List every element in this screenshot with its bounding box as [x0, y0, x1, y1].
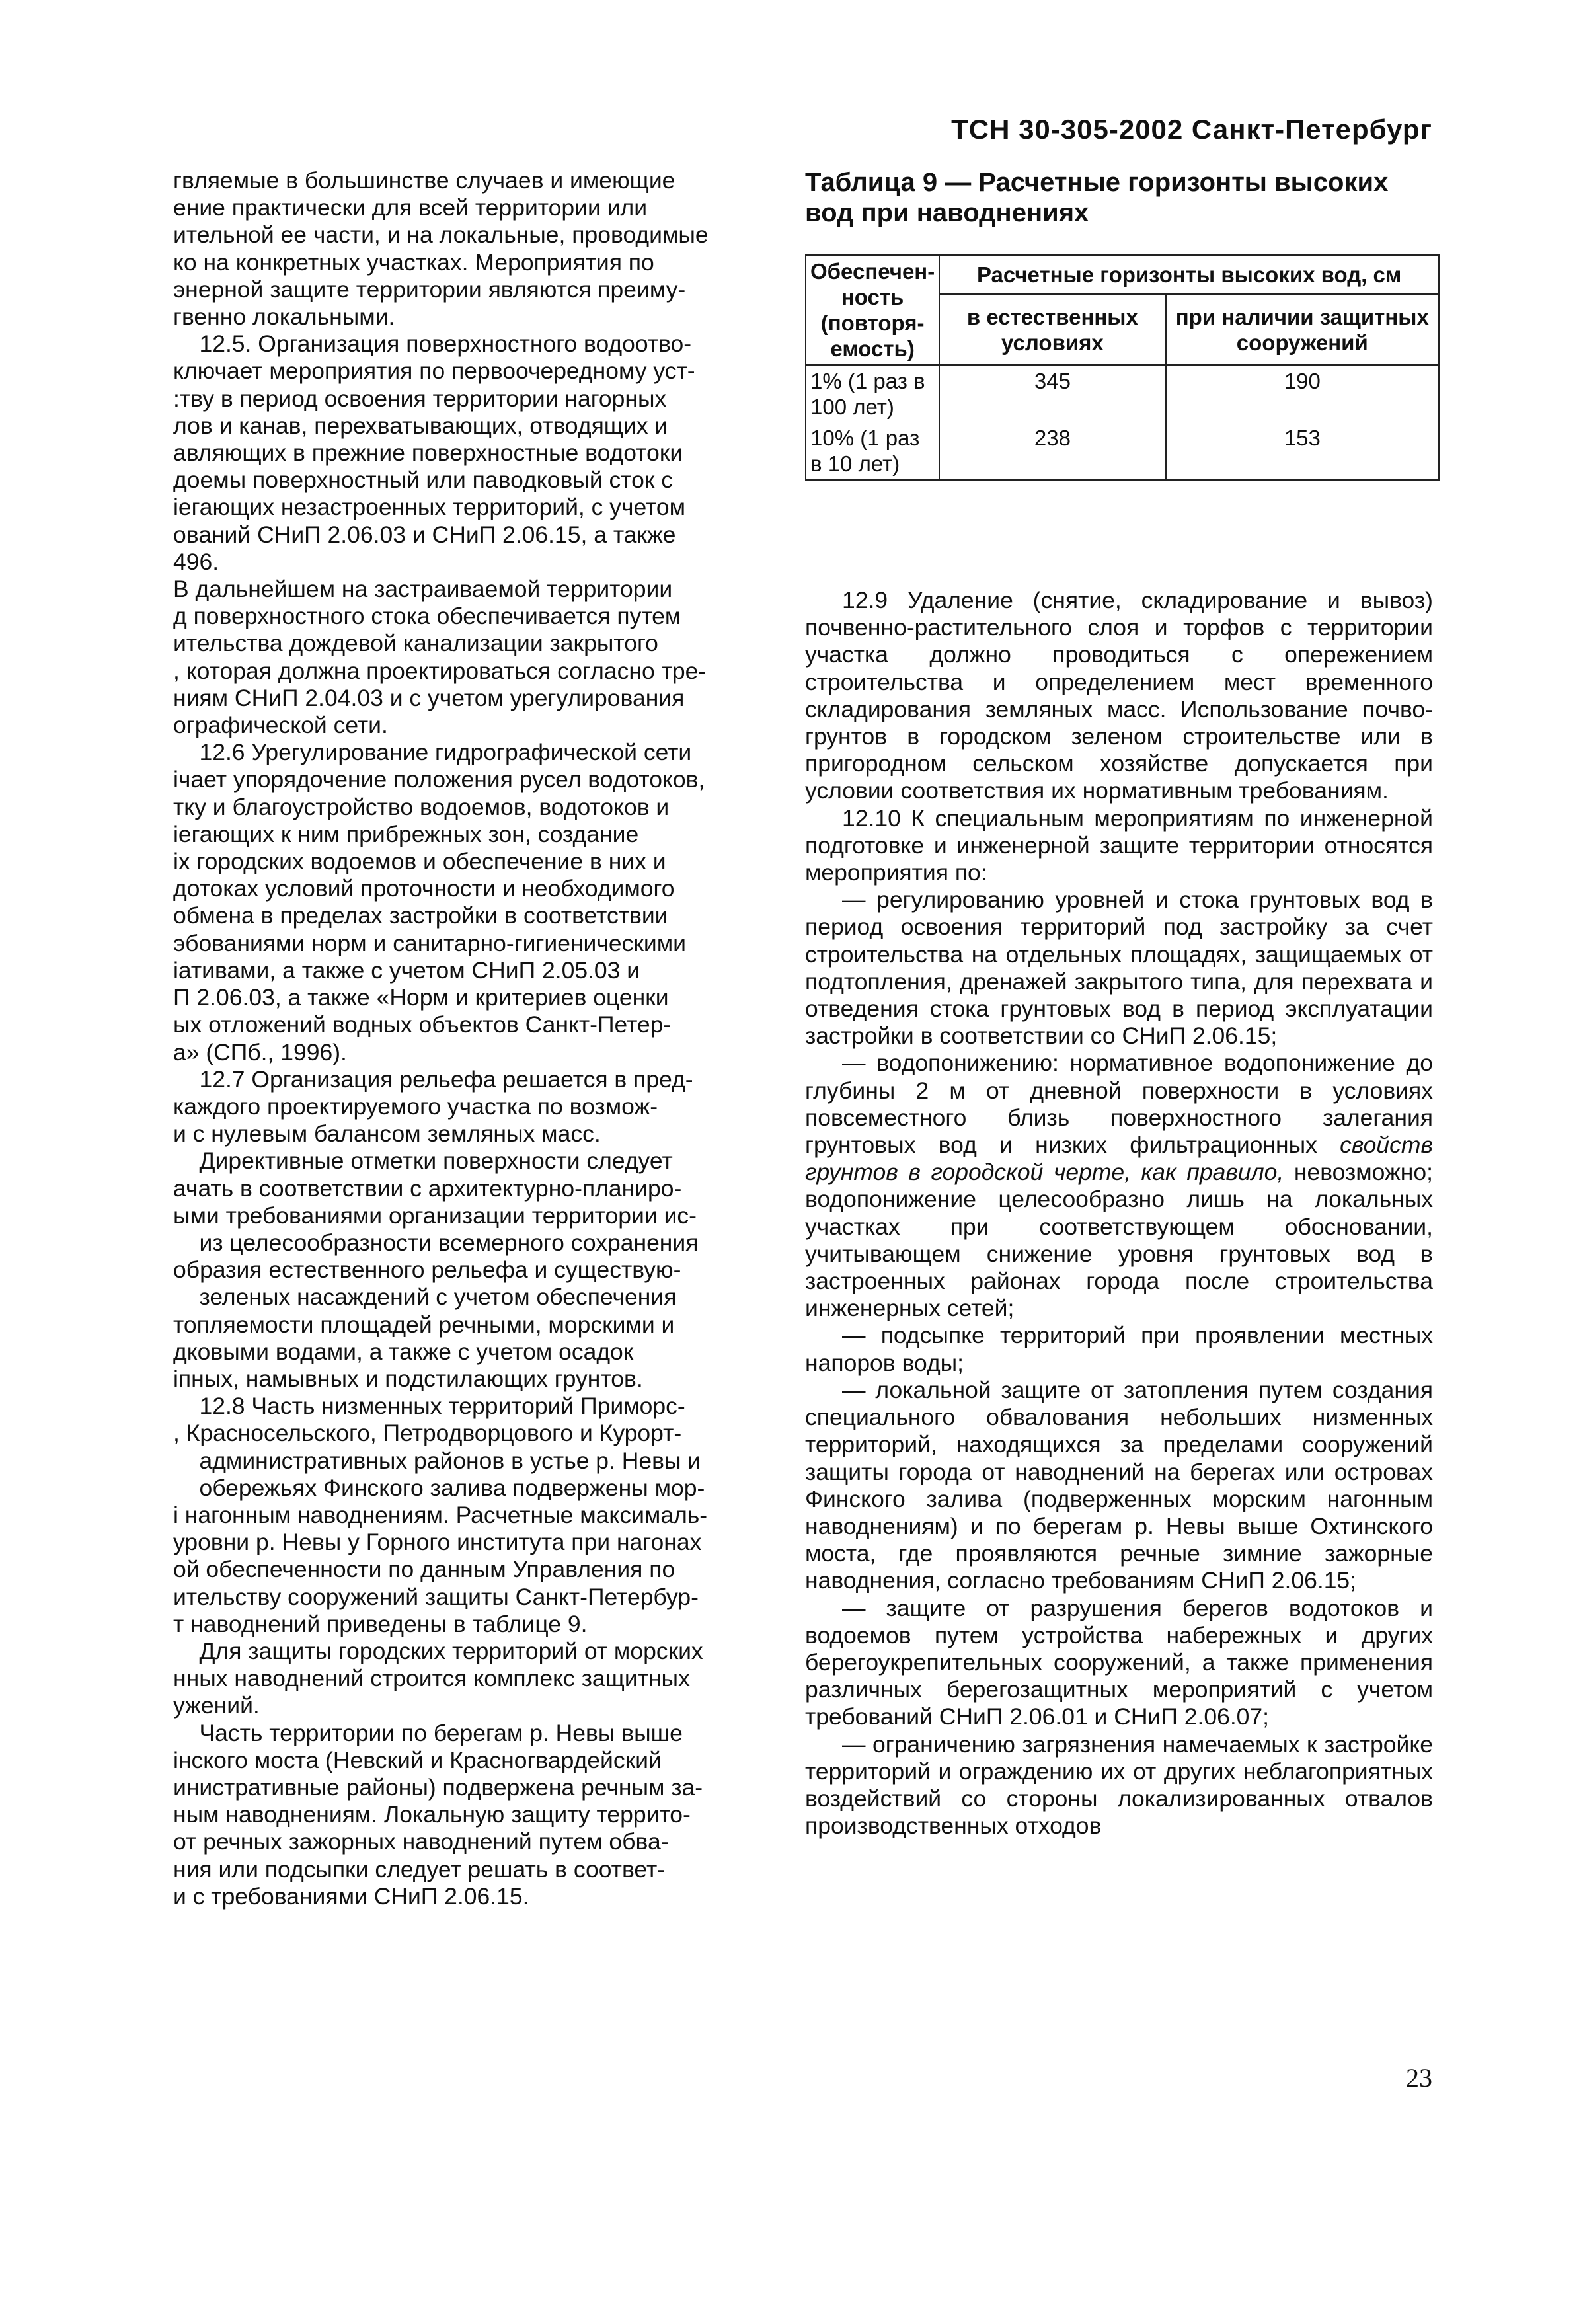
left-column-line: 12.5. Организация поверхностного водоотво-	[173, 330, 692, 358]
left-column-line: ключает мероприятия по первоочередному уст-	[173, 358, 695, 385]
left-column-line: образия естественного рельефа и существую-	[173, 1257, 681, 1284]
left-column-line: ниям СНиП 2.04.03 и с учетом урегулирования	[173, 684, 685, 711]
left-column-line: уровни р. Невы у Горного института при нагонах	[173, 1529, 702, 1556]
list-item-bank-protection: — защите от разрушения берегов водотоков и водоемов путем устройства набережных и других берегоукрепительных сооружений, а также применения различных берегозащитных мероприятий с учетом требований СНиП 2.06.01 и СНиП 2.06.07;	[805, 1594, 1433, 1730]
left-column-line: каждого проектируемого участка по возмож-	[173, 1093, 658, 1120]
left-column-line: ительства дождевой канализации закрытого	[173, 630, 658, 657]
left-column-line: іх городских водоемов и обеспечение в них и	[173, 848, 666, 875]
table-title: Таблица 9 — Расчетные горизонты высоких вод при наводнениях	[805, 168, 1389, 227]
left-column-text	[173, 167, 732, 1910]
left-column-line: ований СНиП 2.06.03 и СНиП 2.06.15, а также	[173, 521, 676, 548]
left-column-line: ным наводнениям. Локальную защиту террито-	[173, 1801, 691, 1828]
left-column-line: и с нулевым балансом земляных масс.	[173, 1120, 601, 1147]
left-column-line: ой обеспеченности по данным Управления по	[173, 1556, 675, 1583]
left-column-line: 12.6 Урегулирование гидрографической сети	[173, 739, 692, 766]
paragraph-12-10: 12.10 К специальным мероприятиям по инженерной подготовке и инженерной защите территории относятся мероприятия по:	[805, 804, 1433, 886]
list-item-local-protection: — локальной защите от затопления путем создания специального обвалования небольших низменных территорий, находящихся за пределами сооружений защиты города от наводнений на берегах или островах Финского залива (подверженных морским нагонным наводнениям) и по берегам р. Невы выше Охтинского моста, где проявляются речные зимние зажорные наводнения, согласно требованиям СНиП 2.06.15;	[805, 1376, 1433, 1594]
left-column-line: і нагонным наводнениям. Расчетные максималь-	[173, 1501, 708, 1528]
list-item-groundwater: — регулированию уровней и стока грунтовых вод в период освоения территорий под застройку за счет строительства на отдельных площадях, защищаемых от подтопления, дренажей закрытого типа, для перехвата и отведения стока грунтовых вод в период эксплуатации застройки в соответствии со СНиП 2.06.15;	[805, 886, 1433, 1050]
left-column-line: т наводнений приведены в таблице 9.	[173, 1610, 588, 1637]
dewatering-text-a: — водопонижению: нормативное водопонижение до глубины 2 м от дневной поверхности в условиях повсеместного близь поверхностного залегания грунтовых вод и низких фильтрационных	[805, 1050, 1433, 1159]
left-column-line: энерной защите территории являются преиму-	[173, 276, 686, 303]
left-column-line: 12.8 Часть низменных территорий Приморс-	[173, 1393, 685, 1420]
table-header-protected: при наличии защитных сооружений	[1166, 294, 1439, 365]
left-column-line: обережьях Финского залива подвержены мор-	[173, 1474, 705, 1501]
table-cell-protected: 190	[1166, 365, 1439, 422]
document-header: ТСН 30-305-2002 Санкт-Петербург	[951, 114, 1432, 145]
left-column-line: ния или подсыпки следует решать в соответ-	[173, 1855, 666, 1882]
dewatering-text-c: невозможно; водопонижение целесообразно лишь на локальных участках при соответствующем обосновании, учитывающем снижение уровня грунтовых вод в застроенных районах города после строительства инженерных сетей;	[805, 1159, 1433, 1322]
left-column-line: ографической сети.	[173, 712, 388, 739]
table-header-provision: Обеспечен-ность (повторя-емость)	[806, 255, 939, 365]
left-column-line: 496.	[173, 548, 219, 575]
table-cell-natural: 345	[939, 365, 1165, 422]
left-column-line: дковыми водами, а также с учетом осадок	[173, 1338, 634, 1365]
left-column-line: , которая должна проектироваться согласно тре-	[173, 657, 707, 684]
left-column-line: нных наводнений строится комплекс защитных	[173, 1665, 690, 1692]
left-column-line: ыми требованиями организации территории ис-	[173, 1202, 697, 1229]
left-column-line: ко на конкретных участках. Мероприятия по	[173, 249, 654, 276]
left-column-line: инистративные районы) подвержена речным за-	[173, 1773, 703, 1801]
dewatering-text-italic: свойств грунтов в городской черте, как правило,	[805, 1132, 1433, 1186]
left-column-line: іативами, а также с учетом СНиП 2.05.03 и	[173, 956, 640, 984]
left-column-line: ачать в соответствии с архитектурно-планиро-	[173, 1175, 682, 1202]
left-column-line: зеленых насаждений с учетом обеспечения	[173, 1284, 677, 1311]
left-column-line: Часть территории по берегам р. Невы выше	[173, 1719, 683, 1746]
left-column-line: іегающих к ним прибрежных зон, создание	[173, 820, 639, 847]
left-column-line: обмена в пределах застройки в соответствии	[173, 902, 668, 929]
left-column-line: административных районов в устье р. Невы и	[173, 1447, 701, 1474]
list-item-filling: — подсыпке территорий при проявлении местных напоров воды;	[805, 1322, 1433, 1376]
left-column-line: ых отложений водных объектов Санкт-Петер-	[173, 1011, 672, 1038]
left-column-line: П 2.06.03, а также «Норм и критериев оценки	[173, 984, 669, 1011]
left-column-line: , Красносельского, Петродворцового и Курорт-	[173, 1420, 682, 1447]
left-column-line: Директивные отметки поверхности следует	[173, 1147, 673, 1175]
table-header-natural: в естественных условиях	[939, 294, 1165, 365]
left-column-line: ужений.	[173, 1692, 260, 1719]
left-column-line: Для защиты городских территорий от морских	[173, 1637, 703, 1664]
left-column-line: доемы поверхностный или паводковый сток с	[173, 467, 674, 494]
left-column-line: інского моста (Невский и Красногвардейский	[173, 1746, 662, 1773]
left-column-line: ительной ее части, и на локальные, проводимые	[173, 221, 709, 249]
left-column-line: эбованиями норм и санитарно-гигиеническими	[173, 929, 686, 956]
right-column-text	[805, 587, 1433, 1840]
left-column-line: :тву в период освоения территории нагорных	[173, 385, 667, 412]
left-column-line: гвляемые в большинстве случаев и имеющие	[173, 167, 675, 194]
table-row	[806, 422, 1439, 480]
left-column-line: 12.7 Организация рельефа решается в пред-	[173, 1065, 693, 1093]
list-item-pollution-limit: — ограничению загрязнения намечаемых к застройке территорий и ограждению их от других неблагоприятных воздействий со стороны локализированных отвалов производственных отходов	[805, 1730, 1433, 1840]
left-column-line: іегающих незастроенных территорий, с учетом	[173, 494, 686, 521]
left-column-line: ительству сооружений защиты Санкт-Петербур-	[173, 1583, 699, 1610]
table-header-group: Расчетные горизонты высоких вод, см	[939, 255, 1439, 294]
left-column-line: и с требованиями СНиП 2.06.15.	[173, 1882, 529, 1910]
left-column-line: іпных, намывных и подстилающих грунтов.	[173, 1365, 643, 1392]
left-column-line: гвенно локальными.	[173, 303, 395, 330]
left-column-line: лов и канав, перехватывающих, отводящих и	[173, 412, 668, 439]
left-column-line: тку и благоустройство водоемов, водотоков и	[173, 793, 670, 820]
page-number: 23	[1406, 2063, 1432, 2093]
table-9	[805, 254, 1440, 481]
left-column-line: ение практически для всей территории или	[173, 194, 648, 221]
left-column-line: В дальнейшем на застраиваемой территории	[173, 576, 673, 603]
left-column-line: ічает упорядочение положения русел водотоков,	[173, 766, 705, 793]
table-cell-protected: 153	[1166, 422, 1439, 480]
table-cell-label: 10% (1 раз в 10 лет)	[806, 422, 939, 480]
left-column-line: из целесообразности всемерного сохранения	[173, 1229, 699, 1256]
left-column-line: а» (СПб., 1996).	[173, 1038, 347, 1065]
left-column-line: д поверхностного стока обеспечивается путем	[173, 603, 681, 630]
list-item-dewatering	[805, 1050, 1433, 1322]
left-column-line: от речных зажорных наводнений путем обва-	[173, 1828, 669, 1855]
paragraph-12-9: 12.9 Удаление (снятие, складирование и вывоз) почвенно-растительного слоя и торфов с территории участка должно проводиться с опережением строительства и определением мест временного складирования земляных масс. Использование почво-грунтов в городском зеленом строительстве или в пригородном сельском хозяйстве допускается при условии соответствия их нормативным требованиям.	[805, 587, 1433, 804]
table-cell-label: 1% (1 раз в 100 лет)	[806, 365, 939, 422]
left-column-line: топляемости площадей речными, морскими и	[173, 1311, 675, 1338]
left-column-line: авляющих в прежние поверхностные водотоки	[173, 440, 683, 467]
table-row	[806, 365, 1439, 422]
table-cell-natural: 238	[939, 422, 1165, 480]
left-column-line: дотоках условий проточности и необходимого	[173, 875, 675, 902]
